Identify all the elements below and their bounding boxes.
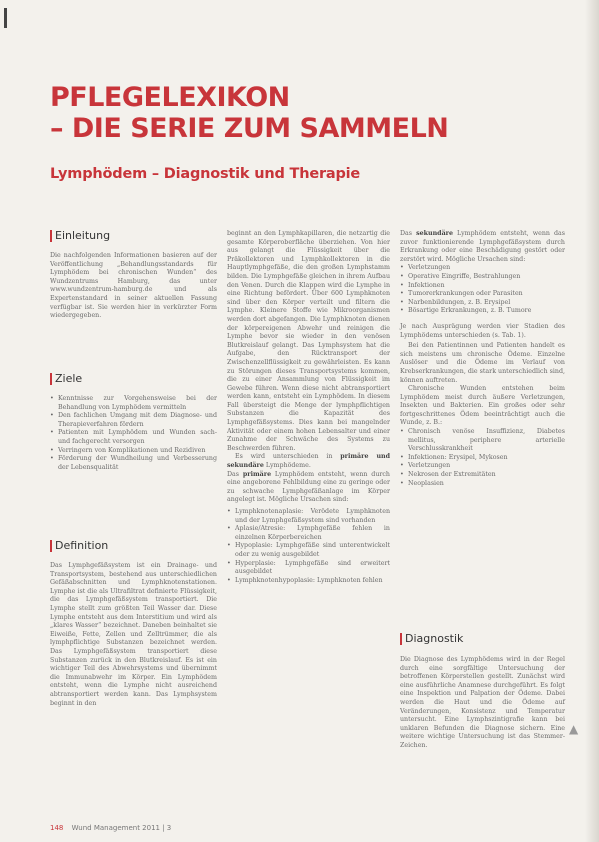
list-item: • Den fachlichen Umgang mit dem Diagnose- und Therapieverfahren fördern — [50, 412, 217, 429]
list-item: • Verletzungen — [400, 264, 565, 273]
text-run-bold: primäre — [242, 470, 272, 478]
diagnostik-text — [400, 656, 565, 751]
continue-arrow-icon: ▲ — [569, 722, 579, 736]
definition-paragraph: Das Lymphgefäßsystem ist ein Drainage- und Transportsystem, bestehend aus unterschiedlichen Gefäßabschnitten und Lymphknotenstationen. Lymphe ist die als Ultrafiltrat definierte Flüssigkeit, die das Lymphgefäßsystem transportiert. Die Lymphe stellt zum größten Teil Wasser dar. Diese Lymphe entsteht aus dem Interstitium und wird als „klares Wasser“ bezeichnet. Daneben beinhaltet sie Eiweiße, Fette, Zellen und Zelltrümmer, die als lymphpflichtige Substanzen bezeichnet werden. Das Lymphgefäßsystem transportiert diese Substanzen zurück in den Blutkreislauf. Es ist ein wichtiger Teil des Abwehrsystems und übernimmt die Immunabwehr im Körper. Ein Lymphödem entsteht, wenn die Lymphe nicht ausreichend abtransportiert werden kann. Das Lymphsystem beginnt in den — [50, 562, 217, 707]
list-item: • Nekrosen der Extremitäten — [400, 471, 565, 480]
stadien-paragraph: Je nach Ausprägung werden vier Stadien des Lymphödems unterschieden (s. Tab. 1). — [400, 322, 565, 339]
list-item: • Infektionen — [400, 282, 565, 291]
text-run: Es wird unterschieden in — [235, 453, 341, 461]
section-heading-definition: Definition — [50, 540, 108, 552]
list-item: • Neoplasien — [400, 480, 565, 489]
einleitung-text — [50, 252, 217, 321]
page-fold-shadow — [585, 0, 599, 842]
list-item: • Hyperplasie: Lymphgefäße sind erweitert ausgebildet — [227, 560, 390, 577]
list-item: • Operative Eingriffe, Bestrahlungen — [400, 273, 565, 282]
list-item: • Aplasie/Atresie: Lymphgefäße fehlen in einzelnen Körperbereichen — [227, 525, 390, 542]
ziele-list — [50, 395, 217, 472]
primaer-ursachen-list — [227, 508, 390, 585]
page-footer — [50, 824, 171, 832]
section-heading-diagnostik: Diagnostik — [400, 633, 463, 645]
page-subtitle: Lymphödem – Diagnostik und Therapie — [50, 166, 361, 182]
lymphsystem-paragraph: beginnt an den Lymphkapillaren, die netzartig die gesamte Körperoberfläche überziehen. Von hier aus gelangt die Flüssigkeit über die Präkollektoren und Lymphkollektoren in die Hauptlymphgefäße, die den großen Lymphstamm bilden. Die Lymphgefäße gleichen in ihrem Aufbau den Venen. Durch die Klappen wird die Lymphe in eine Richtung befördert. Über 600 Lymphknoten sind über den Körper verteilt und filtern die Lymphe. Kleinere Stoffe wie Mikroorganismen werden dort abgefangen. Die Lymphknoten dienen der körpereigenen Abwehr und reinigen die Lymphe bevor sie wieder in den venösen Blutkreislauf gelangt. Das Lymphsystem hat die Aufgabe, den Rücktransport der Zwischenzellflüssigkeit zu gewährleisten. Es kann zu Störungen dieses Transportsystems kommen, die zu einer Ansammlung von Flüssigkeit im Gewebe führen. Wenn diese nicht abtransportiert werden kann, entsteht ein Lymphödem. In diesem Fall übersteigt die Menge der lymphpflichtigen Substanzen die Kapazität des Lymphgefäßsystems. Dies kann bei mangelnder Aktivität oder einem hohen Lebensalter und einer Zunahme der Schwäche des Systems zu Beschwerden führen. — [227, 230, 390, 452]
sekundaer-ursachen-list — [400, 264, 565, 316]
list-item: • Patienten mit Lymphödem und Wunden sach- und fachgerecht versorgen — [50, 429, 217, 446]
list-item: • Förderung der Wundheilung und Verbesserung der Lebensqualität — [50, 455, 217, 472]
section-heading-ziele: Ziele — [50, 373, 82, 385]
text-run: Das — [400, 230, 417, 237]
definition-text — [50, 562, 217, 708]
primaer-paragraph — [227, 471, 390, 505]
section-heading-einleitung: Einleitung — [50, 230, 110, 242]
chronische-oedeme-paragraph: Bei den Patientinnen und Patienten handelt es sich meistens um chronische Ödeme. Einzelne Auslöser und die Ödeme im Verlauf von Krebserkrankungen, die stark unterschiedlich sind, können auftreten. — [400, 342, 565, 384]
page-number: 148 — [50, 824, 64, 832]
list-item: • Chronisch venöse Insuffizienz, Diabetes mellitus, periphere arterielle Verschlusskrankheit — [400, 428, 565, 454]
einleitung-paragraph: Die nachfolgenden Informationen basieren auf der Veröffentlichung „Behandlungsstandards für Lymphödem bei chronischen Wunden“ des Wundzentrums Hamburg, das unter www.wundzentrum-hamburg.de und als Expertenstandard in seiner aktuellen Fassung verfügbar ist. Sie werden hier in verkürzter Form wiedergegeben. — [50, 252, 217, 320]
text-run: Das — [227, 470, 243, 478]
page-title — [50, 82, 530, 144]
diagnostik-paragraph: Die Diagnose des Lymphödems wird in der Regel durch eine sorgfältige Untersuchung der betroffenen Körperstellen gestellt. Zunächst wird eine ausführliche Anamnese durchgeführt. Es folgt eine Inspektion und Palpation der Ödeme. Dabei werden die Haut und die Ödeme auf Veränderungen, Konsistenz und Temperatur untersucht. Eine Lymphszintigrafie kann bei unklaren Befunden die Diagnose sichern. Eine weitere wichtige Untersuchung ist das Stemmer-Zeichen. — [400, 656, 565, 749]
publication-name: Wund Management 2011 | 3 — [71, 824, 172, 832]
list-item: • Lymphknotenhypoplasie: Lymphknoten fehlen — [227, 577, 390, 586]
text-run: Lymphödeme. — [263, 462, 311, 470]
text-run-bold: primäre und sekundäre — [227, 453, 391, 470]
list-item: • Narbenbildungen, z. B. Erysipel — [400, 299, 565, 308]
list-item: • Verletzungen — [400, 462, 565, 471]
sekundaer-paragraph — [400, 230, 565, 264]
column-3 — [400, 230, 565, 488]
chronische-wunden-paragraph: Chronische Wunden entstehen beim Lymphödem meist durch äußere Verletzungen, Insekten und Bakterien. Ein großes oder sehr fortgeschrittenes Ödem beeinträchtigt auch die Wunde, z. B.: — [400, 385, 565, 427]
list-item: • Lymphknotenaplasie: Verödete Lymphknoten und der Lymphgefäßsystem sind vorhanden — [227, 508, 390, 525]
list-item: • Tumorerkrankungen oder Parasiten — [400, 290, 565, 299]
list-item: • Bösartige Erkrankungen, z. B. Tumore — [400, 307, 565, 316]
column-2 — [227, 230, 390, 585]
title-line-2: – DIE SERIE ZUM SAMMELN — [50, 113, 449, 144]
list-item: • Infektionen: Erysipel, Mykosen — [400, 454, 565, 463]
text-run: Lymphödem entsteht, wenn das zuvor funktionierende Lymphgefäßsystem durch Erkrankung oder eine Beschädigung gestört oder zerstört wird. Mögliche Ursachen sind: — [400, 230, 566, 263]
corner-crop-mark — [4, 8, 7, 28]
begleiterkrankungen-list — [400, 428, 565, 488]
list-item: • Hypoplasie: Lymphgefäße sind unterentwickelt oder zu wenig ausgebildet — [227, 542, 390, 559]
text-run: Lymphödem entsteht, wenn durch eine angeborene Fehlbildung eine zu geringe oder zu schwache Lymphgefäßanlage im Körper angelegt ist. Mögliche Ursachen sind: — [227, 470, 390, 504]
list-item: • Verringern von Komplikationen und Rezidiven — [50, 447, 217, 456]
unterscheidung-paragraph — [227, 453, 390, 470]
title-line-1: PFLEGELEXIKON — [50, 82, 290, 113]
list-item: • Kenntnisse zur Vorgehensweise bei der Behandlung von Lymphödem vermitteln — [50, 395, 217, 412]
text-run-bold: sekundäre — [416, 230, 453, 237]
